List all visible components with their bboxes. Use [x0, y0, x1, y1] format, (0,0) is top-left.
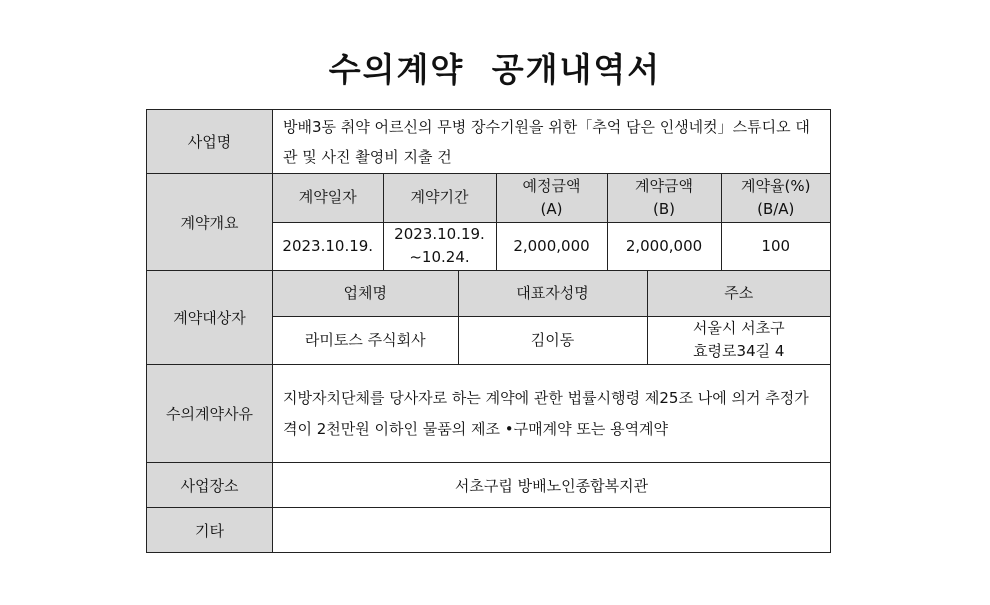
business-name-value: 방배3동 취약 어르신의 무병 장수기원을 위한「추억 담은 인생네컷」스튜디오 대관 및 사진 촬영비 지출 건 — [283, 117, 810, 166]
company-name-value: 라미토스 주식회사 — [273, 316, 458, 364]
contract-overview-row — [147, 174, 831, 271]
contract-date-header: 계약일자 — [273, 174, 383, 222]
etc-label: 기타 — [147, 508, 273, 553]
contract-period-header: 계약기간 — [383, 174, 496, 222]
document-title: 수의계약 공개내역서 — [328, 50, 662, 89]
representative-header: 대표자성명 — [458, 271, 647, 316]
address-value: 서울시 서초구 효령로34길 4 — [692, 319, 785, 361]
etc-value — [273, 508, 831, 553]
business-name-label: 사업명 — [147, 110, 273, 174]
company-name-header: 업체명 — [273, 271, 458, 316]
contract-disclosure-table — [146, 109, 831, 553]
contract-rate-header: 계약율(%) (B/A) — [721, 174, 830, 222]
address-header: 주소 — [647, 271, 830, 316]
location-label: 사업장소 — [147, 463, 273, 508]
contract-amount-header: 계약금액 (B) — [607, 174, 721, 222]
estimated-amount-value: 2,000,000 — [496, 222, 607, 270]
contract-date-value: 2023.10.19. — [273, 222, 383, 270]
reason-value: 지방자치단체를 당사자로 하는 계약에 관한 법률시행령 제25조 나에 의거 추정가격이 2천만원 이하인 물품의 제조 •구매계약 또는 용역계약 — [283, 388, 809, 438]
reason-label: 수의계약사유 — [147, 365, 273, 463]
contract-amount-value: 2,000,000 — [607, 222, 721, 270]
contract-overview-table — [273, 174, 830, 270]
reason-row — [147, 365, 831, 463]
location-value: 서초구립 방배노인종합복지관 — [273, 463, 831, 508]
etc-row — [147, 508, 831, 553]
representative-value: 김이동 — [458, 316, 647, 364]
contract-rate-value: 100 — [761, 236, 791, 255]
contract-period-value: 2023.10.19. ~10.24. — [383, 222, 496, 270]
contractor-table — [273, 271, 830, 364]
contractor-label: 계약대상자 — [147, 271, 273, 365]
contractor-row — [147, 271, 831, 365]
estimated-amount-header: 예정금액 (A) — [496, 174, 607, 222]
contract-overview-label: 계약개요 — [147, 174, 273, 271]
business-name-row — [147, 110, 831, 174]
location-row — [147, 463, 831, 508]
